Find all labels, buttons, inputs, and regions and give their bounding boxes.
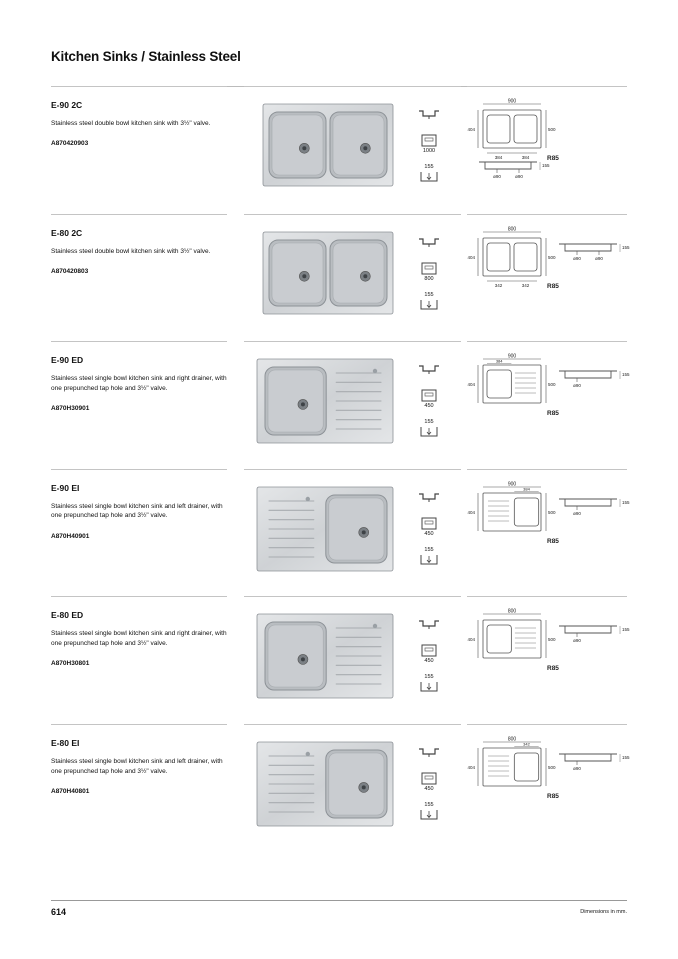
sink-profile-icon [417, 108, 441, 134]
dim-drain-a: ø90 [573, 510, 581, 516]
plan-bowl [487, 625, 511, 653]
cabinet-width-value: 450 [424, 403, 434, 410]
dim-depth: 500 [548, 765, 556, 770]
bowl-depth-value: 155 [424, 546, 434, 553]
dim-drain-a: ø90 [573, 255, 581, 261]
row-divider [467, 214, 627, 215]
spec-icons [417, 491, 441, 573]
product-description: Stainless steel double bowl kitchen sink with 3½" valve. [51, 247, 211, 255]
page-title: Kitchen Sinks / Stainless Steel [51, 49, 241, 64]
row-divider [417, 469, 461, 470]
product-model: E-80 2C [51, 227, 83, 238]
row-divider [417, 341, 461, 342]
dim-width: 900 [507, 98, 517, 105]
product-code: A870420903 [51, 140, 89, 147]
bowl-depth-icon [417, 292, 441, 318]
section-profile [559, 626, 617, 633]
drain-center-icon [362, 530, 366, 534]
product-photo [257, 487, 393, 571]
cabinet-width-value: 1000 [422, 148, 436, 154]
row-divider [467, 341, 627, 342]
dim-bowl-left: 342 [494, 282, 503, 288]
dimensions-note: Dimensions in mm. [580, 909, 627, 915]
bowl-depth-icon [417, 802, 441, 828]
cabinet-width-icon [417, 134, 441, 164]
product-description: Stainless steel single bowl kitchen sink and left drainer, with one prepunched tap hole and 3½" valve. [51, 502, 223, 520]
bowl-depth-value: 155 [424, 802, 434, 808]
dim-height: 404 [467, 509, 475, 515]
dim-depth: 500 [548, 509, 556, 515]
plan-outline [483, 620, 541, 658]
bowl-left-inner [272, 115, 323, 175]
dim-height: 404 [467, 254, 475, 260]
dim-bowl-right: 342 [521, 282, 530, 288]
spec-icons [417, 236, 441, 318]
dim-drain-b: ø90 [515, 174, 523, 179]
drain-center-icon [362, 785, 366, 789]
product-row [51, 724, 630, 851]
product-row [51, 341, 630, 468]
row-divider [417, 86, 461, 87]
sink-profile-icon [417, 236, 441, 262]
product-description: Stainless steel single bowl kitchen sink and right drainer, with one prepunched tap hole and 3½" valve. [51, 630, 227, 647]
tap-hole-icon [373, 624, 377, 628]
section-profile [559, 244, 617, 251]
dim-radius: R85 [547, 410, 559, 418]
cabinet-width-icon [417, 772, 441, 802]
cabinet-width-icon [417, 644, 441, 674]
section-profile [559, 754, 617, 761]
product-code: A870H30801 [51, 660, 90, 668]
product-code: A870H40901 [51, 532, 90, 540]
row-divider [244, 596, 442, 597]
tap-hole-icon [373, 369, 377, 373]
drain-center-icon [363, 274, 367, 278]
dim-drain-b: ø90 [595, 255, 603, 261]
dim-bowl-left: 384 [494, 155, 503, 160]
dim-radius: R85 [547, 537, 559, 545]
spec-icons [417, 746, 441, 828]
product-row [51, 596, 630, 723]
dim-side-depth: 155 [622, 499, 630, 505]
dim-width: 800 [507, 736, 517, 743]
dim-side-depth: 155 [622, 755, 630, 760]
dim-width: 900 [507, 353, 517, 360]
row-divider [417, 724, 461, 725]
plan-bowl-left [487, 115, 510, 143]
spec-icons [417, 363, 441, 445]
product-code: A870H40801 [51, 788, 90, 795]
plan-outline [483, 238, 541, 276]
technical-drawing [467, 98, 627, 208]
dim-side-depth: 155 [622, 372, 630, 378]
dim-width: 800 [507, 226, 517, 233]
row-divider [244, 724, 442, 725]
product-row [51, 86, 627, 213]
product-row [51, 469, 630, 596]
row-divider [467, 724, 627, 725]
row-divider [51, 214, 227, 215]
row-divider [467, 469, 627, 470]
dim-radius: R85 [547, 282, 559, 290]
bowl-depth-icon [417, 164, 441, 190]
product-photo [263, 232, 393, 314]
dim-width: 800 [507, 608, 517, 615]
dim-depth: 500 [548, 382, 556, 388]
tap-hole-icon [306, 752, 310, 756]
bowl-depth-icon [417, 674, 441, 700]
section-profile [559, 371, 617, 378]
spec-icons [417, 108, 441, 190]
dim-side-depth: 155 [622, 244, 630, 250]
row-divider [467, 596, 627, 597]
cabinet-width-value: 450 [424, 658, 434, 665]
dim-width: 900 [507, 481, 517, 488]
technical-drawing [467, 608, 630, 718]
dim-side-depth: 155 [542, 163, 550, 168]
bowl-depth-value: 155 [424, 291, 434, 298]
row-divider [417, 214, 461, 215]
product-model: E-90 EI [51, 482, 80, 493]
bowl-depth-icon [417, 547, 441, 573]
dim-depth: 500 [548, 637, 556, 643]
technical-drawing [467, 226, 630, 336]
sink-profile-icon [417, 491, 441, 517]
bowl-right-inner [333, 243, 384, 303]
row-divider [467, 86, 627, 87]
dim-radius: R85 [547, 793, 559, 800]
section-profile [559, 499, 617, 506]
spec-icons [417, 618, 441, 700]
row-divider [51, 724, 227, 725]
product-model: E-90 2C [51, 100, 83, 110]
dim-bowl: 384 [523, 486, 530, 492]
row-divider [417, 596, 461, 597]
bowl-inner [329, 498, 384, 560]
bowl-inner [329, 753, 384, 815]
product-code: A870H30901 [51, 405, 90, 413]
page-number: 614 [51, 907, 67, 917]
bowl-depth-value: 155 [424, 419, 434, 426]
sink-profile-icon [417, 363, 441, 389]
dim-bowl: 384 [495, 358, 503, 364]
cabinet-width-value: 800 [424, 275, 434, 282]
dim-depth: 500 [548, 127, 556, 132]
product-model: E-90 ED [51, 355, 84, 366]
row-divider [51, 596, 227, 597]
bowl-inner [268, 370, 323, 432]
bowl-depth-value: 155 [424, 674, 434, 681]
product-model: E-80 EI [51, 738, 80, 748]
row-divider [244, 86, 442, 87]
dim-radius: R85 [547, 665, 559, 673]
dim-drain-a: ø90 [573, 638, 581, 644]
cabinet-width-icon [417, 262, 441, 292]
product-photo [257, 359, 393, 443]
tap-hole-icon [306, 497, 310, 501]
product-description: Stainless steel double bowl kitchen sink with 3½" valve. [51, 120, 211, 127]
bowl-left-inner [272, 243, 323, 303]
product-photo [257, 742, 393, 826]
product-description: Stainless steel single bowl kitchen sink and right drainer, with one prepunched tap hole and 3½" valve. [51, 375, 227, 392]
plan-bowl-right [514, 243, 537, 271]
product-model: E-80 ED [51, 610, 84, 621]
technical-drawing [467, 353, 630, 463]
plan-bowl-left [487, 243, 510, 271]
drain-center-icon [302, 146, 306, 150]
dim-drain-a: ø90 [573, 383, 581, 389]
row-divider [244, 341, 442, 342]
sink-profile-icon [417, 618, 441, 644]
product-row [51, 214, 630, 341]
drain-center-icon [301, 403, 305, 407]
plan-bowl [514, 753, 538, 781]
cabinet-width-value: 450 [424, 786, 434, 792]
dim-drain-a: ø90 [573, 766, 581, 771]
plan-bowl [514, 498, 538, 526]
cabinet-width-icon [417, 389, 441, 419]
dim-height: 404 [467, 127, 475, 132]
bowl-depth-icon [417, 419, 441, 445]
dim-bowl: 342 [523, 741, 530, 747]
plan-outline [483, 748, 541, 786]
plan-bowl [487, 370, 511, 398]
dim-height: 404 [467, 637, 475, 643]
row-divider [244, 214, 442, 215]
product-description: Stainless steel single bowl kitchen sink and left drainer, with one prepunched tap hole and 3½" valve. [51, 758, 223, 775]
dim-height: 404 [467, 765, 475, 770]
bowl-depth-value: 155 [424, 164, 434, 170]
row-divider [51, 341, 227, 342]
bowl-right-inner [333, 115, 384, 175]
row-divider [51, 86, 227, 87]
dim-bowl-right: 384 [521, 155, 530, 160]
technical-drawing [467, 481, 630, 591]
cabinet-width-value: 450 [424, 530, 434, 537]
dim-radius: R85 [547, 155, 559, 162]
product-photo [257, 614, 393, 698]
footer-divider [51, 900, 627, 901]
dim-depth: 500 [548, 254, 556, 260]
sink-profile-icon [417, 746, 441, 772]
dim-height: 404 [467, 382, 475, 388]
bowl-inner [268, 625, 323, 687]
row-divider [51, 469, 227, 470]
drain-center-icon [302, 274, 306, 278]
row-divider [244, 469, 442, 470]
plan-outline [483, 493, 541, 531]
dim-drain-a: ø90 [493, 174, 501, 179]
plan-outline [483, 110, 541, 148]
drain-center-icon [363, 146, 367, 150]
plan-bowl-right [514, 115, 537, 143]
technical-drawing [467, 736, 630, 846]
product-photo [263, 104, 393, 186]
drain-center-icon [301, 658, 305, 662]
plan-outline [483, 365, 541, 403]
dim-side-depth: 155 [622, 627, 630, 633]
section-profile [479, 162, 537, 169]
product-code: A870420803 [51, 267, 89, 275]
cabinet-width-icon [417, 517, 441, 547]
